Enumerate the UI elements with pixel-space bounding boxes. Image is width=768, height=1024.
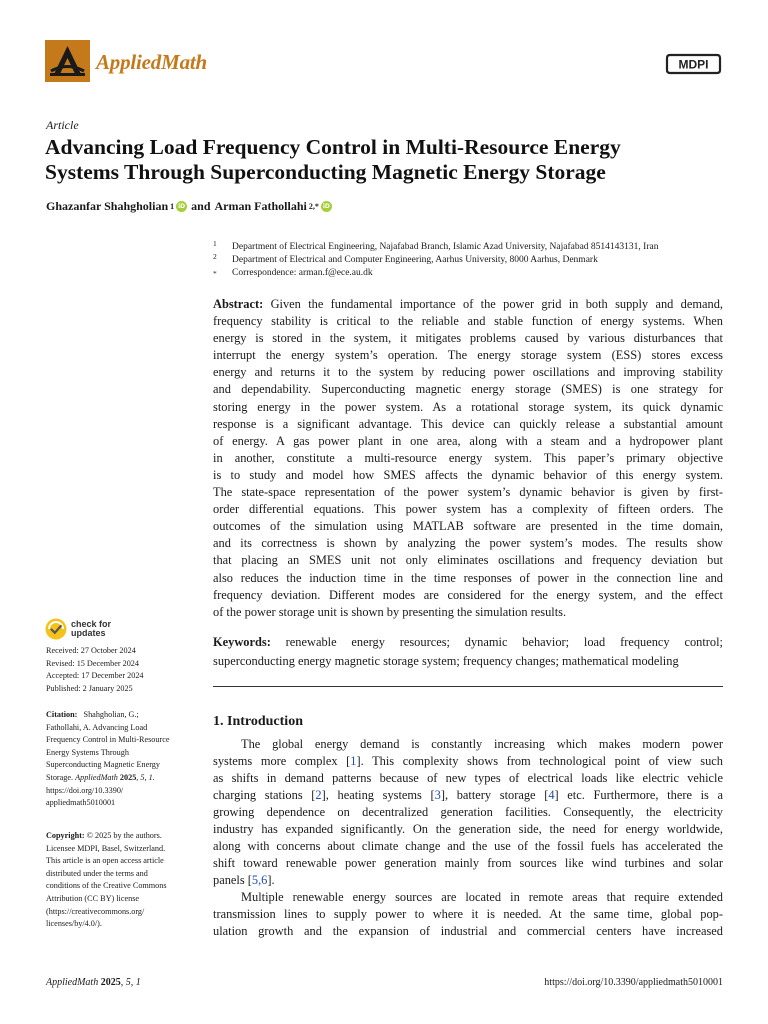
- mdpi-logo-icon: [665, 53, 722, 75]
- body-line: as shifts in demand patterns because of new types of electrical loads like electric vehicle: [213, 771, 723, 785]
- affiliation-marker: *: [213, 269, 217, 278]
- check-for-updates-icon: [45, 618, 67, 640]
- abstract-line: frequency deviation. Different modes are considered for the energy system, and the effect: [213, 587, 723, 602]
- abstract-line: in another, constitute a multi-resource energy system. This paper’s primary objective: [213, 450, 723, 465]
- correspondence-text: Correspondence: arman.f@ece.au.dk: [232, 268, 373, 278]
- abstract-label: Abstract:: [213, 297, 264, 311]
- abstract-line: and dependability. Superconducting magnetic energy storage (SMES) is one strategy for: [213, 382, 723, 397]
- title-line: Advancing Load Frequency Control in Multi-Resource Energy: [45, 135, 621, 159]
- copyright-line: Attribution (CC BY) license: [46, 893, 140, 903]
- publication-dates: [46, 645, 206, 695]
- citation-label: Citation:: [46, 710, 78, 719]
- copyright-label: Copyright:: [46, 831, 85, 840]
- author-name[interactable]: Ghazanfar Shahgholian: [46, 199, 169, 213]
- citation-doi-link[interactable]: appliedmath5010001: [46, 798, 116, 808]
- abstract: [213, 296, 723, 621]
- author-connector: and: [191, 199, 211, 213]
- copyright-line: This article is an open access article: [46, 856, 164, 866]
- body-line: Multiple renewable energy sources are located in remote areas that require extended: [241, 890, 723, 904]
- abstract-line: energy is stored in the system, it mitigates problems caused by various disturbances that: [213, 331, 723, 346]
- reference-link[interactable]: 3: [434, 788, 441, 802]
- body-line: growing dependence on decentralized generation facilities. Consequently, the electricity: [213, 805, 723, 819]
- body-line: systems more complex [1]. This complexity shows from technological point of view such: [213, 754, 723, 768]
- abstract-line: and its correctness is shown by analyzing the power system’s modes. The results show: [213, 536, 723, 551]
- abstract-line: interrupt the energy system’s operation. The energy storage system (ESS) stores excess: [213, 348, 723, 363]
- body-line: panels [5,6].: [213, 873, 275, 887]
- reference-link[interactable]: 1: [350, 754, 357, 768]
- section-divider: [213, 686, 723, 687]
- citation-block: Citation: Shahgholian, G.; Fathollahi, A. Advancing Load Frequency Control in Multi-Resource Energy Systems Through Superconducting Magnetic Energy Storage. AppliedMath 2025, 5, 1. https://doi.org/10.3390/ appliedmath5010001: [46, 709, 206, 810]
- date-received: Received: 27 October 2024: [46, 646, 136, 655]
- abstract-line: storing energy in the power system. As a rotational storage system, its quick dynamic: [213, 399, 723, 414]
- abstract-line: outcomes of the simulation using MATLAB software are presented in the time domain,: [213, 519, 723, 534]
- section-heading: 1. Introduction: [213, 714, 303, 729]
- affiliation-marker: 1: [213, 239, 217, 248]
- body-line: transmission lines to supply power to where it is needed. At the same time, global pop-: [213, 907, 723, 921]
- title-line: Systems Through Superconducting Magnetic Energy Storage: [45, 160, 606, 184]
- check-for-updates-label: check for: [71, 618, 112, 629]
- abstract-line: of the power storage unit is shown by presenting the simulation results.: [213, 604, 567, 619]
- body-line: shift toward renewable power generation mainly from sources like wind turbines and solar: [213, 856, 723, 870]
- abstract-line: response is a significant advantage. This device can quickly release a substantial amount: [213, 416, 723, 431]
- keywords-label: Keywords:: [213, 635, 271, 649]
- body-line: along with concerns about climate change and the use of the fossil fuels has accelerated the: [213, 839, 723, 853]
- date-published: Published: 2 January 2025: [46, 683, 133, 693]
- citation-line: Storage. AppliedMath 2025, 5, 1.: [46, 772, 155, 782]
- reference-link[interactable]: 4: [548, 788, 555, 802]
- paper-title: [45, 135, 745, 185]
- abstract-line: energy and returns it to the system by reducing power oscillations and improving stability: [213, 365, 723, 380]
- introduction-text: [213, 736, 723, 940]
- abstract-line: also reduces the induction time in the time responses of power in the connection line and: [213, 570, 723, 585]
- license-link[interactable]: licenses/by/4.0/).: [46, 919, 102, 929]
- abstract-line: frequency stability is critical to the reliable and stable function of energy systems. When: [213, 314, 723, 329]
- keywords-line: superconducting energy magnetic storage system; frequency changes; mathematical modeling: [213, 654, 679, 668]
- author-affil-marker: 2,*: [308, 202, 319, 211]
- check-for-updates-button[interactable]: [45, 617, 120, 641]
- publisher-name: MDPI: [678, 57, 709, 72]
- copyright-block: Copyright: © 2025 by the authors. Licensee MDPI, Basel, Switzerland. This article is an open access article distributed under the terms and conditions of the Creative Commons Attribution (CC BY) license (https://creativecommons.org/ licenses/by/4.0/).: [46, 830, 206, 931]
- keywords: [213, 633, 723, 671]
- citation-doi-link[interactable]: https://doi.org/10.3390/: [46, 785, 124, 795]
- abstract-line: of energy. A gas power plant in one area, along with a steam and a hydropower plant: [213, 433, 723, 448]
- author-list: [46, 199, 335, 214]
- footer-doi-link[interactable]: https://doi.org/10.3390/appliedmath5010001: [544, 977, 723, 988]
- date-revised: Revised: 15 December 2024: [46, 658, 139, 668]
- copyright-line: conditions of the Creative Commons: [46, 881, 167, 891]
- footer-journal-info: AppliedMath 2025, 5, 1: [46, 977, 141, 988]
- author-affil-marker: 1: [170, 202, 175, 211]
- body-line: industry has expanded significantly. On the generation side, the need for energy worldwide,: [213, 822, 723, 836]
- affiliation-marker: 2: [213, 252, 217, 261]
- reference-link[interactable]: 2: [315, 788, 322, 802]
- copyright-line: distributed under the terms and: [46, 868, 148, 878]
- license-link[interactable]: (https://creativecommons.org/: [46, 906, 145, 916]
- citation-line: Frequency Control in Multi-Resource: [46, 735, 170, 745]
- abstract-line: order differential equations. This power system has a complexity of fifteen orders. The: [213, 502, 723, 517]
- date-accepted: Accepted: 17 December 2024: [46, 671, 144, 681]
- abstract-line: is to study and model how SMES affects the dynamic behavior of this energy system.: [213, 467, 723, 482]
- article-type: Article: [46, 118, 79, 132]
- keywords-line: Keywords: renewable energy resources; dynamic behavior; load frequency control;: [213, 635, 723, 649]
- affiliation-text: Department of Electrical and Computer Engineering, Aarhus University, 8000 Aarhus, Denmark: [232, 255, 598, 265]
- orcid-icon[interactable]: iD: [322, 203, 330, 210]
- body-line: ulation growth and the expansion of industrial and commercial centers have increased: [213, 924, 723, 938]
- body-line: The global energy demand is constantly increasing which makes modern power: [241, 737, 723, 751]
- check-for-updates-label: updates: [71, 628, 106, 638]
- reference-link[interactable]: 5,6: [251, 873, 268, 887]
- citation-line: Fathollahi, A. Advancing Load: [46, 722, 148, 732]
- citation-line: Superconducting Magnetic Energy: [46, 760, 160, 770]
- citation-line: Energy Systems Through: [46, 747, 129, 757]
- abstract-line: that placing an SMES unit not only eliminates oscillations and frequency deviation but: [213, 553, 723, 568]
- affiliation-text: Department of Electrical Engineering, Najafabad Branch, Islamic Azad University, Najafabad 8514143131, Iran: [232, 242, 659, 252]
- journal-logo-icon: [45, 40, 90, 82]
- orcid-icon[interactable]: iD: [178, 203, 186, 210]
- author-name[interactable]: Arman Fathollahi: [214, 199, 307, 213]
- journal-name: AppliedMath: [96, 50, 207, 74]
- abstract-line: Abstract: Given the fundamental importance of the power grid in both supply and demand,: [213, 297, 723, 311]
- copyright-line: Licensee MDPI, Basel, Switzerland.: [46, 843, 166, 853]
- body-line: charging stations [2], heating systems [3], battery storage [4] etc. Furthermore, there is a: [213, 788, 724, 802]
- abstract-line: The state-space representation of the power system’s dynamic behavior is given by first-: [213, 485, 723, 500]
